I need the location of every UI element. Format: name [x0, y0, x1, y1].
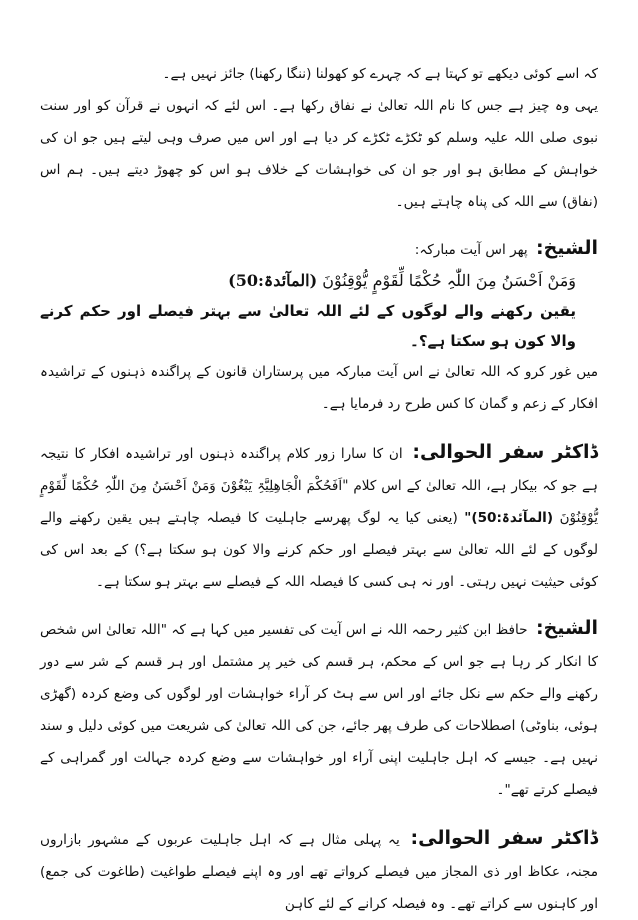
paragraph-text: ان کا سارا زور کلام پراگندہ ذہنوں اور تراشیدہ افکار کا نتیجہ ہے جو کہ بیکار ہے، اللہ تعالیٰ کے اس کلام [40, 446, 598, 494]
paragraph-4: میں غور کرو کہ اللہ تعالیٰ نے اس آیت مبارکہ میں پرستاران قانون کے پراگندہ ذہنوں کے تراشیدہ افکار کے زعم و گمان کا کس طرح رد فرمایا ہے۔ [40, 364, 598, 412]
paragraph-text: پھر اس آیت مبارکہ: [414, 242, 528, 258]
inline-verse: "اَفَحُکْمَ الْجَاھِلِیَّۃِ یَبْغُوْنَ وَمَنْ اَحْسَنُ مِنَ اللّٰہِ حُکْمًا لِّقَوْمٍ یُّوْقِنُوْنَ [40, 478, 598, 526]
speaker-label: ڈاکٹر سفر الحوالی: [412, 441, 598, 463]
verse-reference: (المآئدۃ:50)" [464, 510, 554, 526]
paragraph-6 [40, 612, 598, 806]
paragraph-2: یہی وہ چیز ہے جس کا نام اللہ تعالیٰ نے نفاق رکھا ہے۔ اس لئے کہ انہوں نے قرآن کو اور سنت نبوی صلی اللہ علیہ وسلم کو ٹکڑے ٹکڑے کر دیا ہے اور اس میں صرف وہی لیتے ہیں جو ان کی خواہش کے مطابق ہو اور جو ان کی خواہشات کے خلاف ہو اس کو چھوڑ دیتے ہیں۔ ہم اس (نفاق) سے اللہ کی پناہ چاہتے ہیں۔ [40, 98, 598, 210]
paragraph-7 [40, 822, 598, 920]
paragraph-5 [40, 436, 598, 598]
verse-translation: یقین رکھنے والے لوگوں کے لئے اللہ تعالیٰ سے بہتر فیصلے اور حکم کرنے والا کون ہو سکتا ہے؟۔ [40, 302, 576, 350]
speaker-label: الشیخ: [535, 617, 599, 639]
paragraph-3 [40, 232, 598, 266]
paragraph-text: (یعنی کیا یہ لوگ پھرسے جاہلیت کا فیصلہ چاہتے ہیں یقین رکھنے والے لوگوں کے لئے اللہ تعالیٰ سے بہتر فیصلے اور حکم کرنے والا کون ہو سکتا ہے؟) کے بعد اس کی کوئی حیثیت نہیں رہتی۔ اور نہ ہی کسی کا فیصلہ اللہ کے فیصلے سے بہتر ہو سکتا ہے۔ [40, 510, 598, 590]
speaker-label: ڈاکٹر سفر الحوالی: [410, 827, 598, 849]
quran-verse [40, 266, 598, 296]
verse-text: وَمَنْ اَحْسَنُ مِنَ اللّٰہِ حُکْمًا لِّقَوْمٍ یُّوْقِنُوْنَ [322, 271, 576, 290]
paragraph-1: کہ اسے کوئی دیکھے تو کہتا ہے کہ چہرے کو کھولنا (ننگا رکھنا) جائز نہیں ہے۔ [162, 66, 598, 82]
document-page [40, 58, 598, 920]
speaker-label: الشیخ: [535, 237, 598, 259]
paragraph-text: یہ پہلی مثال ہے کہ اہل جاہلیت عربوں کے مشہور بازاروں مجنہ، عکاظ اور ذی المجاز میں فیصلے کرواتے تھے اور وہ اپنے فیصلے طواغیت (طاغوت کی جمع) اور کاہنوں سے کراتے تھے۔ وہ فیصلہ کرانے کے لئے کاہن [40, 832, 598, 912]
paragraph-text: حافظ ابن کثیر رحمہ اللہ نے اس آیت کی تفسیر میں کہا ہے کہ "اللہ تعالیٰ اس شخص کا انکار کر رہا ہے جو اس کے محکم، ہر قسم کی خیر پر مشتمل اور ہر قسم کے شر سے دور رکھنے والے حکم سے نکل جائے اور اس سے ہٹ کر آراء خواہشات اور لوگوں کی وضع کردہ (گھڑی ہوئی، بناوٹی) اصطلاحات کی طرف پھر جائے، جن کی اللہ تعالیٰ کی شریعت میں کوئی دلیل و سند نہیں ہے۔ جیسے کہ اہل جاہلیت اپنی آراء اور خواہشات سے وضع کردہ جہالت اور گمراہی کے فیصلے کرتے تھے"۔ [40, 622, 598, 798]
verse-reference: (المآئدۃ:50) [228, 271, 318, 290]
